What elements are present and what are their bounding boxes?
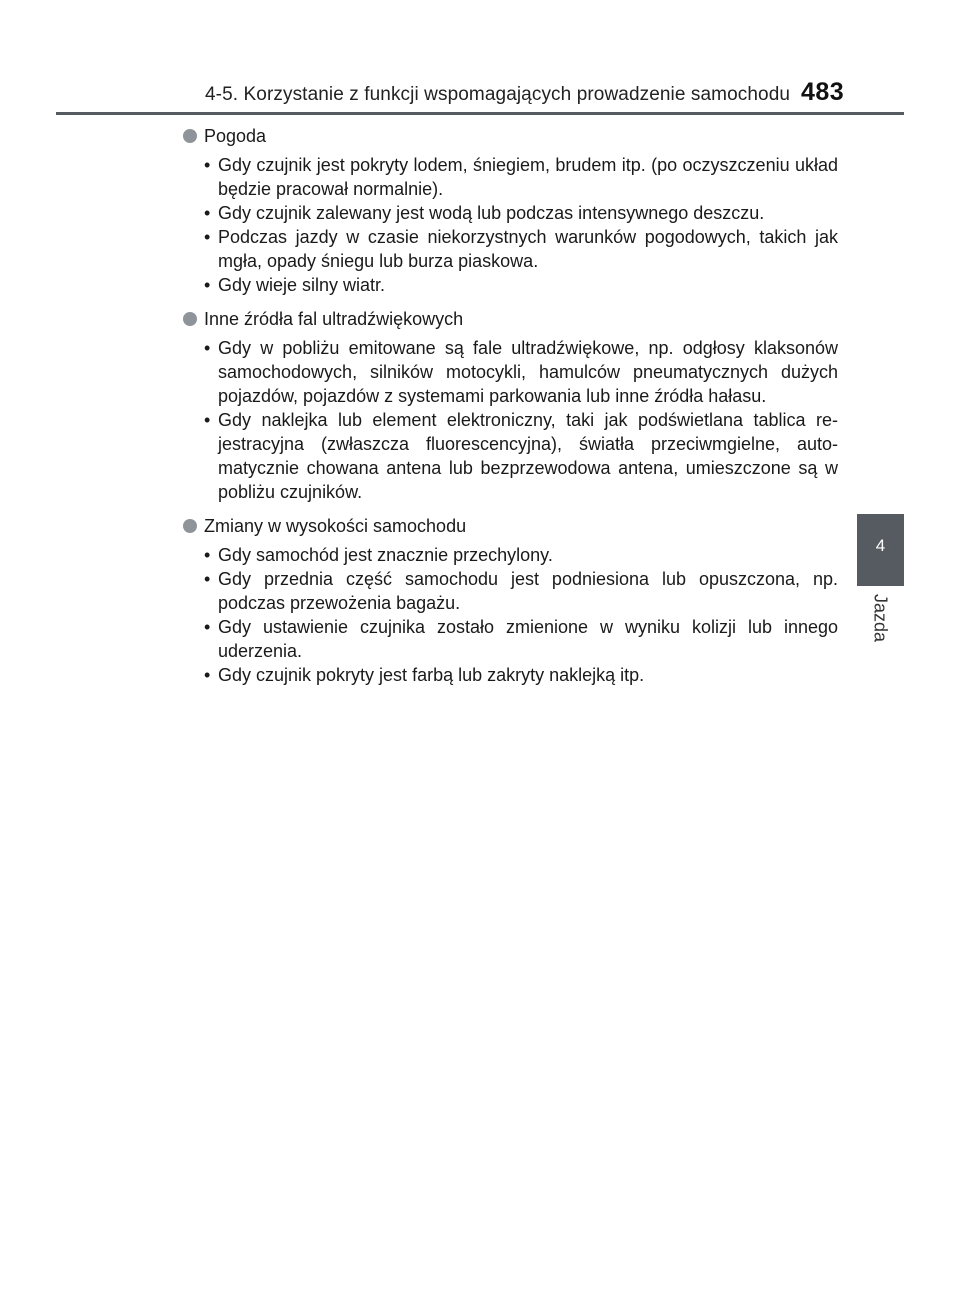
list-item bbox=[183, 273, 838, 297]
chapter-label: Jazda bbox=[870, 593, 891, 643]
list-item-text: Gdy czujnik pokryty jest farbą lub zakryty naklejką itp. bbox=[218, 665, 645, 685]
page-number: 483 bbox=[801, 78, 845, 106]
section-heading bbox=[183, 514, 838, 538]
bullet-marker: • bbox=[204, 338, 211, 358]
list-item-text: Gdy naklejka lub element elektroniczny, taki jak podświetlana tablica re-jestracyjna (zwłaszcza fluorescencyjna), światła przeciwmgielne, auto-matycznie chowana antena lub bezprzewodowa antena, umieszczone są w pobliżu czujników. bbox=[218, 410, 838, 502]
list-item-text: Gdy w pobliżu emitowane są fale ultradźwiękowe, np. odgłosy klaksonów samochodowych, silników motocykli, hamulców pneumatycznych dużych pojazdów, pojazdów z systemami parkowania lub inne źródła hałasu. bbox=[218, 338, 838, 406]
condition-list bbox=[183, 336, 838, 504]
list-item bbox=[183, 615, 838, 663]
list-item bbox=[183, 153, 838, 201]
condition-list bbox=[183, 153, 838, 297]
list-item bbox=[183, 336, 838, 408]
bullet-marker: • bbox=[204, 665, 211, 685]
list-item bbox=[183, 201, 838, 225]
list-item bbox=[183, 567, 838, 615]
main-content bbox=[183, 124, 838, 687]
section-heading bbox=[183, 124, 838, 148]
condition-list bbox=[183, 543, 838, 687]
list-item bbox=[183, 543, 838, 567]
list-item-text: Gdy samochód jest znacznie przechylony. bbox=[218, 545, 553, 565]
bullet-marker: • bbox=[204, 410, 211, 430]
round-bullet-icon bbox=[183, 129, 197, 143]
list-item bbox=[183, 225, 838, 273]
round-bullet-icon bbox=[183, 312, 197, 326]
list-item bbox=[183, 663, 838, 687]
chapter-tab bbox=[857, 514, 904, 586]
list-item-text: Gdy ustawienie czujnika zostało zmienione w wyniku kolizji lub innego uderzenia. bbox=[218, 617, 838, 661]
list-item-text: Gdy czujnik zalewany jest wodą lub podczas intensywnego deszczu. bbox=[218, 203, 765, 223]
section-heading-text: Zmiany w wysokości samochodu bbox=[204, 516, 467, 536]
round-bullet-icon bbox=[183, 519, 197, 533]
bullet-marker: • bbox=[204, 545, 211, 565]
section-heading-text: Inne źródła fal ultradźwiękowych bbox=[204, 309, 464, 329]
bullet-marker: • bbox=[204, 155, 211, 175]
list-item-text: Podczas jazdy w czasie niekorzystnych warunków pogodowych, takich jak mgła, opady śniegu lub burza piaskowa. bbox=[218, 227, 838, 271]
section-heading-text: Pogoda bbox=[204, 126, 267, 146]
header-divider bbox=[56, 112, 904, 115]
bullet-marker: • bbox=[204, 203, 211, 223]
list-item-text: Gdy przednia część samochodu jest podniesiona lub opuszczona, np. podczas przewożenia bagażu. bbox=[218, 569, 838, 613]
bullet-marker: • bbox=[204, 569, 211, 589]
chapter-number: 4 bbox=[875, 536, 886, 555]
bullet-marker: • bbox=[204, 617, 211, 637]
section-weather bbox=[183, 124, 838, 297]
section-heading bbox=[183, 307, 838, 331]
list-item bbox=[183, 408, 838, 504]
section-vehicle-height bbox=[183, 514, 838, 687]
section-ultrasonic-sources bbox=[183, 307, 838, 504]
bullet-marker: • bbox=[204, 275, 211, 295]
section-title: 4-5. Korzystanie z funkcji wspomagających prowadzenie samochodu bbox=[205, 84, 791, 105]
list-item-text: Gdy czujnik jest pokryty lodem, śniegiem, brudem itp. (po oczyszczeniu układ będzie pracował normalnie). bbox=[218, 155, 838, 199]
bullet-marker: • bbox=[204, 227, 211, 247]
list-item-text: Gdy wieje silny wiatr. bbox=[218, 275, 386, 295]
